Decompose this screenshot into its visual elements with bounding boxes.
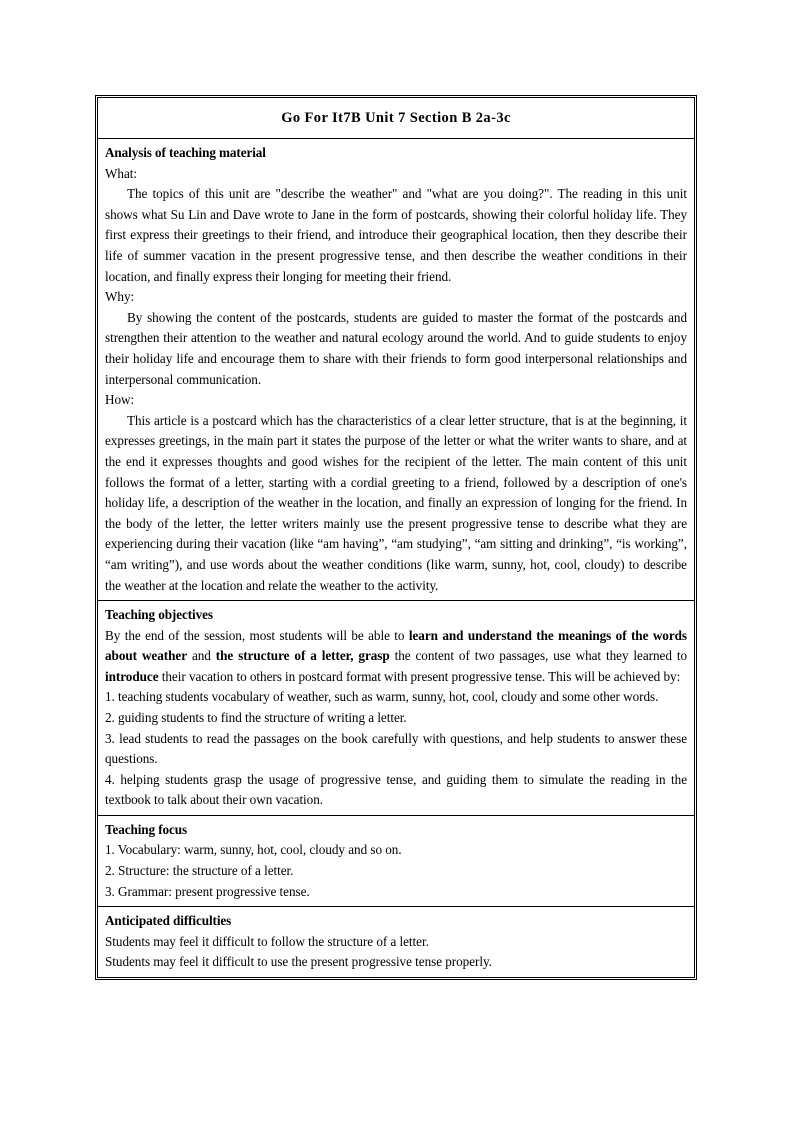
objectives-intro-paragraph: [105, 626, 687, 688]
difficulties-item: Students may feel it difficult to follow the structure of a letter.: [105, 933, 429, 949]
analysis-paragraph-what: The topics of this unit are "describe the weather" and "what are you doing?". The reading in this unit shows what Su Lin and Dave wrote to Jane in the form of postcards, showing their colorful holiday life. They first express their greetings to their friend, and introduce their geographical location, then they describe their life of summer vacation in the present progressive tense, and then describe the weather conditions in their location, and finally express their longing for meeting their friend.: [105, 186, 687, 284]
objectives-item: 2. guiding students to find the structure of writing a letter.: [105, 709, 407, 725]
analysis-label-what: What:: [105, 165, 137, 181]
lesson-plan-table: [97, 97, 695, 978]
objectives-bold-2: the structure of a letter, grasp: [215, 648, 390, 664]
objectives-bold-1: learn and understand the meanings of the words about weather: [105, 627, 688, 664]
analysis-paragraph-why: By showing the content of the postcards, students are guided to master the format of the postcards and strengthen their attention to the weather and natural ecology around the world. And to guide students to enjoy their holiday life and encourage them to share with their friends to form good interpersonal relationships and interpersonal communication.: [105, 309, 687, 387]
focus-cell: [98, 816, 694, 906]
table-row-analysis: [98, 139, 694, 601]
objectives-cell: [98, 601, 694, 815]
analysis-label-why: Why:: [105, 289, 135, 305]
section-heading-objectives: Teaching objectives: [105, 607, 213, 623]
section-heading-focus: Teaching focus: [105, 821, 188, 837]
objectives-run-4: their vacation to others in postcard format with present progressive tense. This will be achieved by:: [158, 668, 681, 684]
table-row-objectives: [98, 601, 694, 816]
objectives-bold-3: introduce: [105, 668, 159, 684]
objectives-item: 1. teaching students vocabulary of weather, such as warm, sunny, hot, cool, cloudy and some other words.: [105, 689, 659, 705]
analysis-paragraph-how: This article is a postcard which has the characteristics of a clear letter structure, that is at the beginning, it expresses greetings, in the main part it states the purpose of the letter or what the writer wants to share, and at the end it expresses thoughts and good wishes for the recipient of the letter. The main content of this unit follows the format of a letter, starting with a cordial greeting to a friend, followed by a description of one's holiday life, a description of the weather in the location, and finally an expression of longing for the friend. In the body of the letter, the letter writers mainly use the present progressive tense to describe what they are experiencing during their vacation (like “am having”, “am studying”, “am sitting and drinking”, “is working”, “am writing”), and use words about the weather conditions (like warm, sunny, hot, cool, cloudy) to describe the weather at the location and relate the weather to the activity.: [105, 412, 687, 593]
objectives-item: 3. lead students to read the passages on the book carefully with questions, and help students to answer these questions.: [105, 730, 687, 767]
page-title: Go For It7B Unit 7 Section B 2a-3c: [281, 110, 511, 126]
objectives-item: 4. helping students grasp the usage of progressive tense, and guiding them to simulate the reading in the textbook to talk about their own vacation.: [105, 771, 687, 808]
focus-item: 1. Vocabulary: warm, sunny, hot, cool, cloudy and so on.: [105, 842, 402, 858]
difficulties-cell: [98, 907, 694, 977]
objectives-run-2: and: [187, 648, 216, 664]
objectives-run-3: the content of two passages, use what they learned to: [389, 648, 687, 664]
table-row-title: [98, 98, 694, 139]
table-row-difficulties: [98, 907, 694, 977]
section-heading-difficulties: Anticipated difficulties: [105, 913, 232, 929]
analysis-label-how: How:: [105, 392, 135, 408]
analysis-cell: [98, 139, 694, 600]
difficulties-item: Students may feel it difficult to use the present progressive tense properly.: [105, 954, 492, 970]
focus-item: 2. Structure: the structure of a letter.: [105, 863, 294, 879]
section-heading-analysis: Analysis of teaching material: [105, 145, 266, 161]
table-row-focus: [98, 816, 694, 907]
focus-item: 3. Grammar: present progressive tense.: [105, 883, 310, 899]
objectives-run-1: By the end of the session, most students will be able to: [105, 627, 409, 643]
